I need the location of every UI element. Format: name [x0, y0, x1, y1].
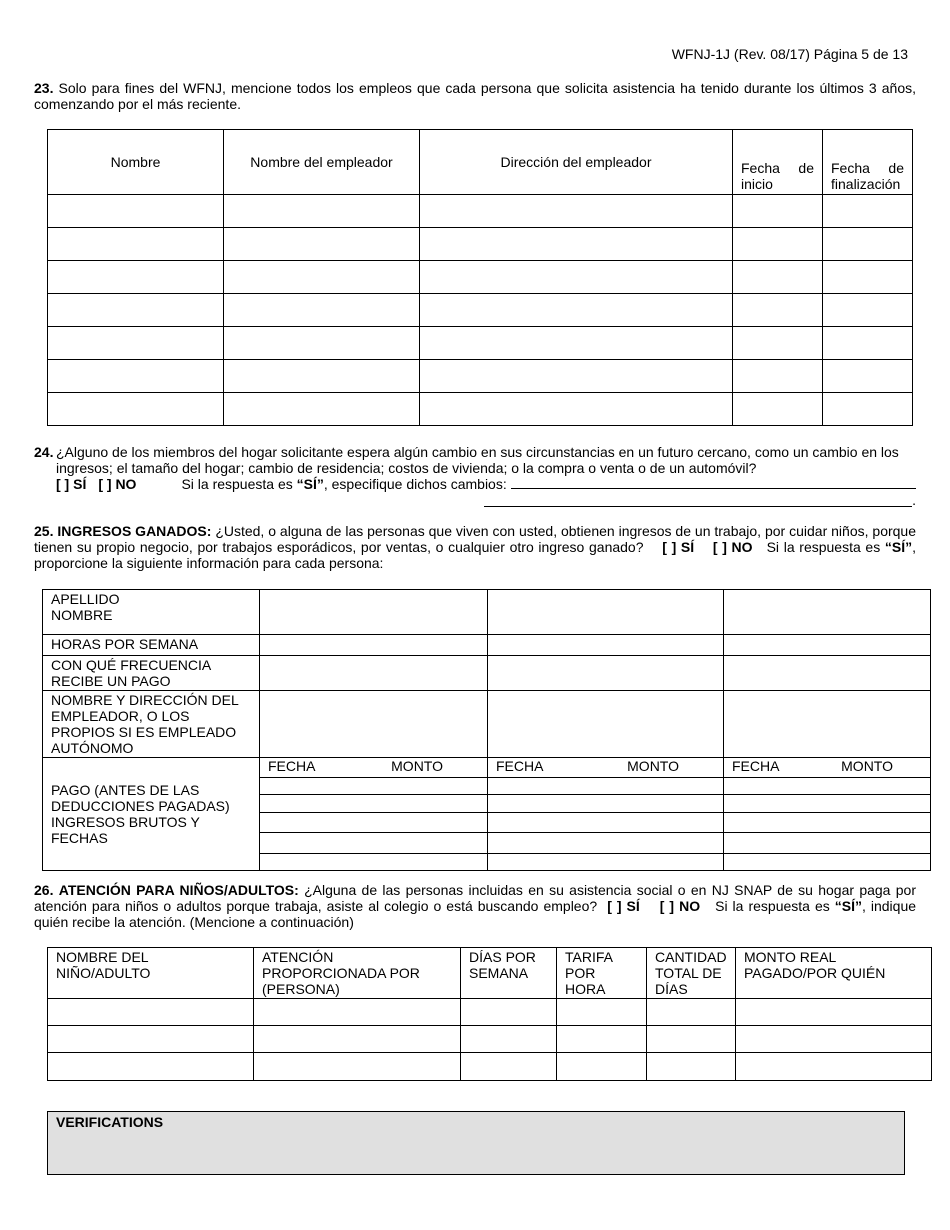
col-header-nombre-nino: NOMBRE DEL NIÑO/ADULTO [48, 948, 254, 999]
row-label-horas: HORAS POR SEMANA [43, 635, 260, 656]
q23-number: 23. [34, 80, 54, 96]
q24-followup: Si la respuesta es “SÍ”, especifique dichos cambios: [181, 476, 507, 492]
row-label-empleador: NOMBRE Y DIRECCIÓN DEL EMPLEADOR, O LOS PROPIOS SI ES EMPLEADO AUTÓNOMO [43, 691, 260, 758]
q25-no-checkbox[interactable]: [ ] NO [712, 539, 753, 555]
table-row [48, 1053, 932, 1081]
col-header-fecha-inicio: Fecha de inicio [733, 130, 823, 195]
table-row [48, 294, 913, 327]
table-row [48, 195, 913, 228]
col-header-atencion: ATENCIÓN PROPORCIONADA POR (PERSONA) [254, 948, 461, 999]
q25-yes-checkbox[interactable]: [ ] SÍ [662, 539, 695, 555]
q24-no-checkbox[interactable]: [ ] NO [98, 476, 137, 492]
q24-number: 24. [34, 444, 54, 460]
pay-dates-person-2: FECHA MONTO [488, 758, 724, 871]
q25-title: INGRESOS GANADOS: [57, 523, 212, 539]
row-label-frecuencia: CON QUÉ FRECUENCIA RECIBE UN PAGO [43, 656, 260, 691]
col-header-cantidad: CANTIDAD TOTAL DE DÍAS [647, 948, 736, 999]
col-header-dias: DÍAS POR SEMANA [461, 948, 557, 999]
q24-changes-line-1[interactable] [511, 476, 916, 489]
q24-changes-line-2[interactable] [484, 492, 912, 507]
q26-no-checkbox[interactable]: [ ] NO [659, 898, 701, 914]
q24-yes-checkbox[interactable]: [ ] SÍ [56, 476, 87, 492]
q25-intro: 25. INGRESOS GANADOS: ¿Usted, o alguna de las personas que viven con usted, obtienen ingresos de un trabajo, por cuidar niños, porque tienen su propio negocio, por trabajos esporádicos, por ventas, o cualquier otro ingreso ganado? [ ] SÍ [ ] NO Si la respuesta es “SÍ”, proporcione la siguiente información para cada persona: [34, 523, 917, 571]
table-row [48, 393, 913, 426]
q26-title: ATENCIÓN PARA NIÑOS/ADULTOS: [58, 882, 299, 898]
col-header-direccion: Dirección del empleador [420, 130, 733, 195]
pay-dates-person-3: FECHA MONTO [724, 758, 931, 871]
employment-history-table [47, 129, 913, 426]
q23-text: Solo para fines del WFNJ, mencione todos los empleos que cada persona que solicita asistencia ha tenido durante los últimos 3 años, comenzando por el más reciente. [34, 80, 917, 112]
care-expenses-table [47, 947, 932, 1081]
row-label-pago: PAGO (ANTES DE LAS DEDUCCIONES PAGADAS) INGRESOS BRUTOS Y FECHAS [43, 758, 260, 871]
form-id-header: WFNJ-1J (Rev. 08/17) Página 5 de 13 [671, 46, 908, 62]
q24-text: ¿Alguno de los miembros del hogar solicitante espera algún cambio en sus circunstancias en un futuro cercano, como un cambio en los ingresos; el tamaño del hogar; cambio de residencia; costos de vivienda; o la compra o venta o de un automóvil? [56, 444, 899, 476]
col-header-nombre: Nombre [48, 130, 224, 195]
q26-yes-checkbox[interactable]: [ ] SÍ [607, 898, 640, 914]
q26-intro: 26. ATENCIÓN PARA NIÑOS/ADULTOS: ¿Alguna de las personas incluidas en su asistencia social o en NJ SNAP de su hogar paga por atención para niños o adultos porque trabaja, asiste al colegio o está buscando empleo? [ ] SÍ [ ] NO Si la respuesta es “SÍ”, indique quién recibe la atención. (Mencione a continuación) [34, 882, 917, 930]
col-header-tarifa: TARIFA POR HORA [557, 948, 647, 999]
table-row [48, 360, 913, 393]
table-row [48, 261, 913, 294]
col-header-fecha-fin: Fecha de finalización [823, 130, 913, 195]
table-row [48, 999, 932, 1026]
q26-number: 26. [34, 882, 54, 898]
q23-intro [34, 80, 916, 112]
q24-section: 24. ¿Alguno de los miembros del hogar solicitante espera algún cambio en sus circunstancias en un futuro cercano, como un cambio en los ingresos; el tamaño del hogar; cambio de residencia; costos de vivienda; o la compra o venta o de un automóvil? [ ] SÍ [ ] NO Si la respuesta es “SÍ”, especifique dichos cambios: . [34, 444, 916, 508]
table-row [48, 1026, 932, 1053]
row-label-apellido-nombre: APELLIDO NOMBRE [43, 590, 260, 635]
q25-number: 25. [34, 523, 54, 539]
verifications-label: VERIFICATIONS [56, 1114, 164, 1130]
col-header-monto: MONTO REAL PAGADO/POR QUIÉN [736, 948, 932, 999]
col-header-empleador: Nombre del empleador [224, 130, 420, 195]
table-row [48, 327, 913, 360]
pay-dates-person-1: FECHA MONTO [260, 758, 488, 871]
verifications-box [47, 1111, 905, 1175]
table-row [48, 228, 913, 261]
earned-income-table [42, 589, 931, 871]
